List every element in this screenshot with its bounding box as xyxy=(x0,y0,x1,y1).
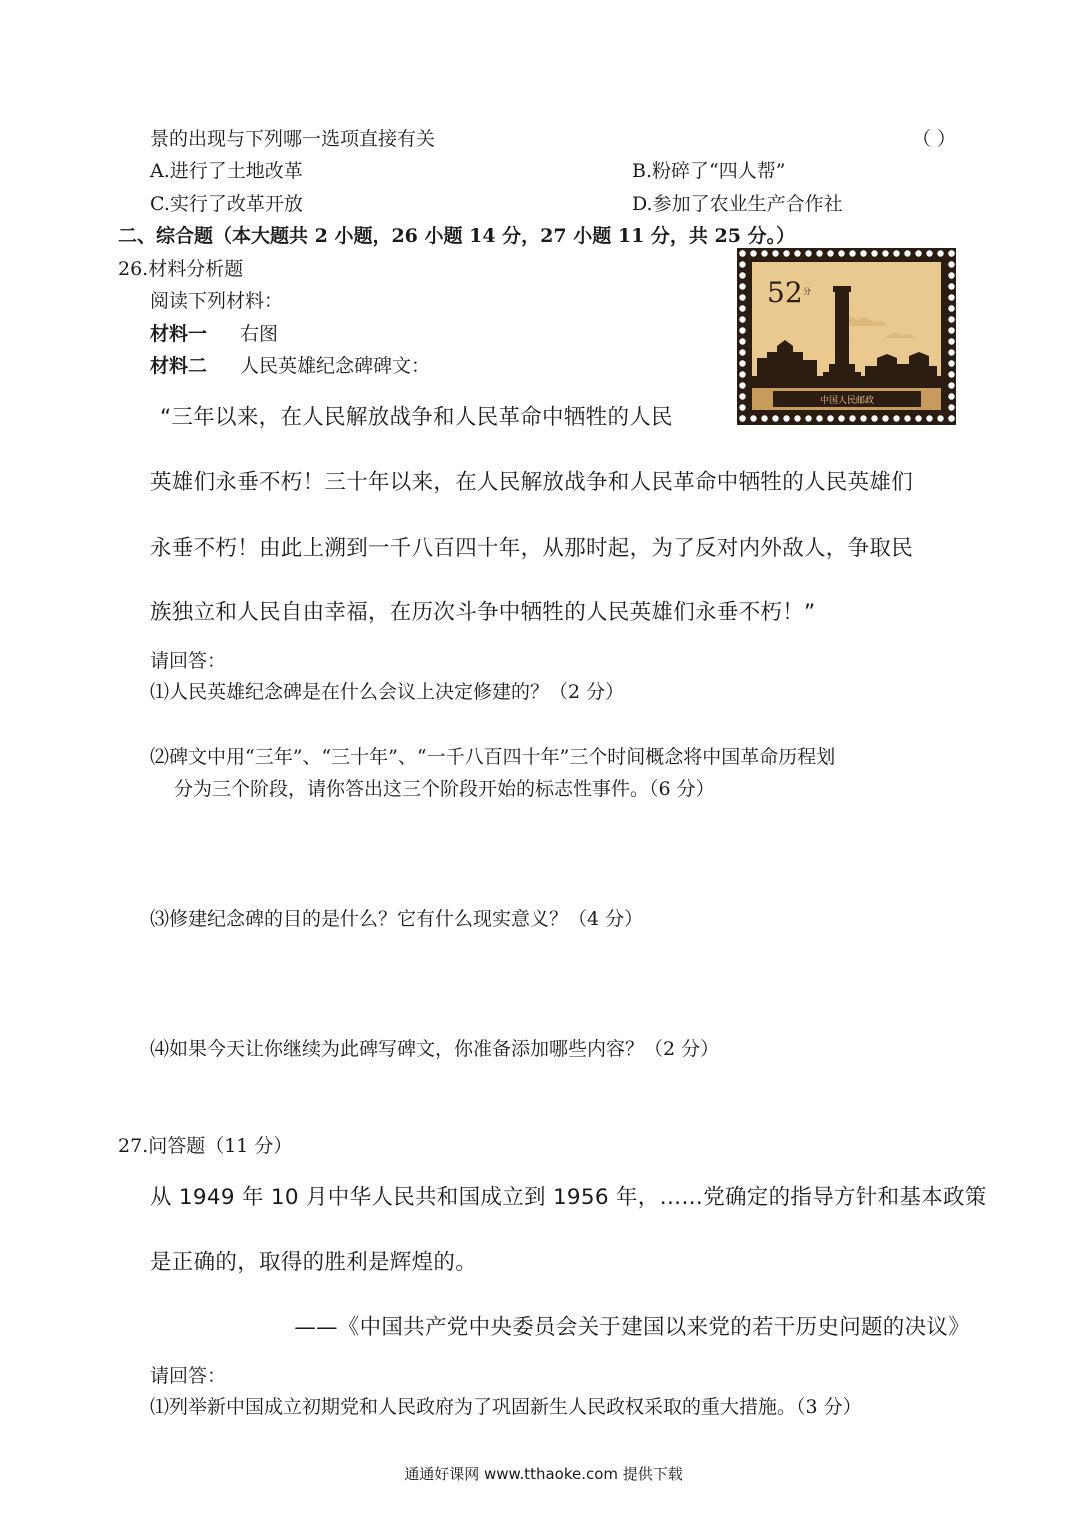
q27-quote-line-2: 是正确的，取得的胜利是辉煌的。 xyxy=(150,1250,478,1275)
inscription-line-3: 永垂不朽！由此上溯到一千八百四十年，从那时起，为了反对内外敌人，争取民 xyxy=(150,536,914,561)
section-heading: 二、综合题（本大题共 2 小题，26 小题 14 分，27 小题 11 分，共 25 分。） xyxy=(118,225,796,247)
material2-label: 材料二 xyxy=(150,355,208,377)
q25-option-d: D.参加了农业生产合作社 xyxy=(632,193,843,215)
q26-question-3: ⑶修建纪念碑的目的是什么？它有什么现实意义？（4 分） xyxy=(150,908,644,930)
q25-option-b: B.粉碎了“四人帮” xyxy=(632,160,786,182)
q26-question-2-cont: 分为三个阶段，请你答出这三个阶段开始的标志性事件。（6 分） xyxy=(174,778,715,800)
q26-prompt: 请回答： xyxy=(150,650,227,672)
page-footer: 通通好课网 www.tthaoke.com 提供下载 xyxy=(404,1465,683,1483)
q27-prompt: 请回答： xyxy=(150,1365,227,1387)
q26-question-1: ⑴人民英雄纪念碑是在什么会议上决定修建的？（2 分） xyxy=(150,681,625,703)
stamp-caption: 中国人民邮政 xyxy=(819,396,875,406)
q26-question-2: ⑵碑文中用“三年”、“三十年”、“一千八百四十年”三个时间概念将中国革命历程划 xyxy=(150,746,836,768)
q25-stem: 景的出现与下列哪一选项直接有关 xyxy=(150,128,436,150)
stamp-denomination: 52 xyxy=(767,276,803,309)
q26-question-4: ⑷如果今天让你继续为此碑写碑文，你准备添加哪些内容？（2 分） xyxy=(150,1038,720,1060)
q27-question-1: ⑴列举新中国成立初期党和人民政府为了巩固新生人民政权采取的重大措施。（3 分） xyxy=(150,1396,862,1418)
q27-quote-line-1: 从 1949 年 10 月中华人民共和国成立到 1956 年，……党确定的指导方针和基本政策 xyxy=(150,1185,987,1210)
inscription-line-2: 英雄们永垂不朽！三十年以来，在人民解放战争和人民革命中牺牲的人民英雄们 xyxy=(150,470,914,495)
q25-answer-bracket: （ ） xyxy=(912,128,957,150)
inscription-line-4: 族独立和人民自由幸福，在历次斗争中牺牲的人民英雄们永垂不朽！” xyxy=(150,600,816,625)
q26-intro: 阅读下列材料： xyxy=(150,290,284,312)
material1-text: 右图 xyxy=(240,323,279,345)
stamp-unit: 分 xyxy=(803,287,811,296)
q27-source: ——《中国共产党中央委员会关于建国以来党的若干历史问题的决议》 xyxy=(294,1315,970,1340)
monument-stamp-image xyxy=(737,248,956,425)
material2-text: 人民英雄纪念碑碑文： xyxy=(240,355,431,377)
material1-label: 材料一 xyxy=(150,323,208,345)
inscription-line-1: “三年以来，在人民解放战争和人民革命中牺牲的人民 xyxy=(160,405,673,430)
q25-option-a: A.进行了土地改革 xyxy=(150,160,303,182)
q26-title: 26.材料分析题 xyxy=(118,258,244,280)
q25-option-c: C.实行了改革开放 xyxy=(150,193,303,215)
q27-title: 27.问答题（11 分） xyxy=(118,1135,293,1157)
